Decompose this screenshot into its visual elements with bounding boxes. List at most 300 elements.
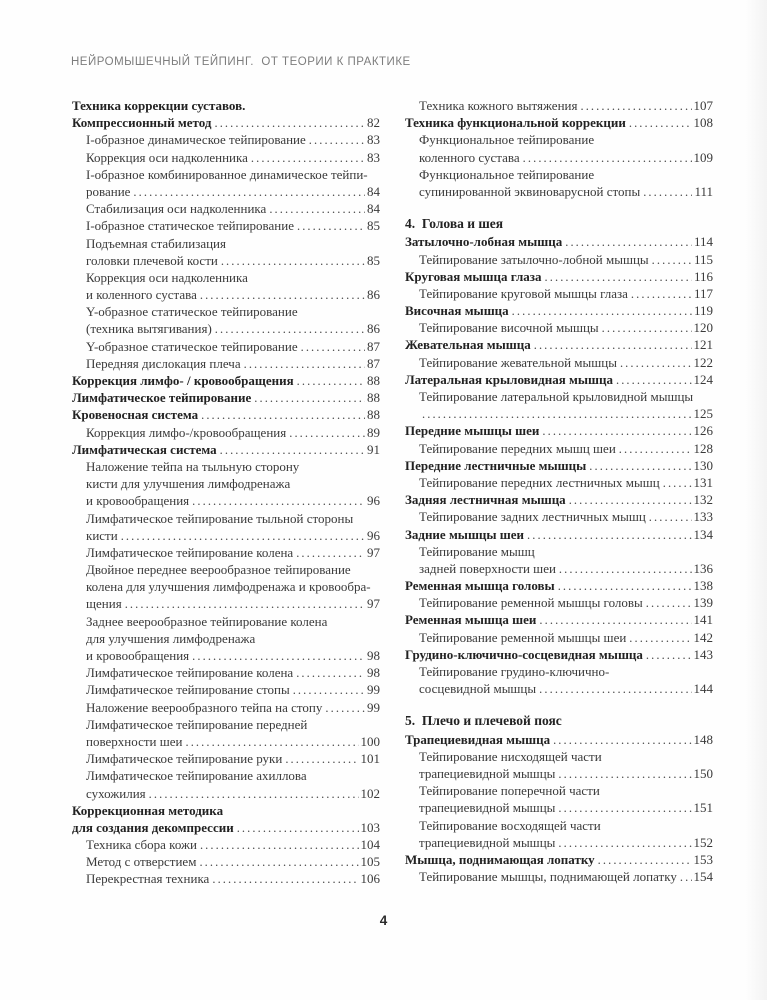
toc-page-number: 154 [693, 869, 713, 885]
dot-leader [553, 731, 691, 749]
toc-entry-title: поверхности шеи [86, 733, 183, 749]
toc-page-number: 148 [693, 731, 713, 747]
dot-leader [200, 836, 359, 854]
toc-entry-title: и кровообращения [86, 493, 190, 509]
dot-leader [646, 594, 692, 612]
toc-entry-title: Задние мышцы шеи [405, 526, 525, 542]
toc-entry [72, 235, 380, 269]
dot-leader [629, 629, 691, 647]
toc-entry [405, 474, 713, 491]
dot-leader [663, 474, 692, 492]
dot-leader [539, 611, 691, 629]
toc-entry-line [86, 836, 380, 853]
toc-entry-line: Двойное переднее веерообразное тейпирование [86, 562, 351, 578]
toc-entry [405, 319, 713, 336]
toc-entry-line [86, 785, 380, 802]
toc-page-number: 83 [367, 132, 380, 148]
toc-entry-line [419, 319, 713, 336]
toc-page-number: 89 [367, 424, 380, 440]
toc-entry-line: Функциональное тейпирование [419, 166, 595, 182]
toc-entry [405, 251, 713, 268]
toc-entry-title: Компрессионный метод [72, 115, 212, 131]
toc-entry [72, 510, 380, 544]
toc-entry-line [405, 336, 713, 353]
dot-leader [631, 285, 692, 303]
toc-entry-title: Лимфатическое тейпирование руки [86, 751, 283, 767]
toc-entry-line [86, 733, 380, 750]
toc-entry-title: Ременная мышца головы [405, 578, 555, 594]
toc-entry [72, 441, 380, 458]
toc-entry [72, 802, 380, 836]
dot-leader [237, 819, 359, 837]
toc-entry-line [86, 664, 380, 681]
toc-page-number: 133 [693, 509, 713, 525]
toc-page-number: 109 [693, 149, 713, 165]
toc-entry-title: Тейпирование жевательной мышцы [419, 354, 617, 370]
toc-entry-title: трапециевидной мышцы [419, 800, 556, 816]
toc-page-number: 87 [367, 355, 380, 371]
toc-page-number: 153 [693, 851, 713, 867]
running-head: НЕЙРОМЫШЕЧНЫЙ ТЕЙПИНГ. ОТ ТЕОРИИ К ПРАКТИКЕ [71, 56, 411, 68]
dot-leader [200, 286, 365, 304]
toc-page-number: 104 [360, 837, 380, 853]
dot-leader [293, 681, 365, 699]
toc-entry [72, 389, 380, 406]
toc-page-number: 82 [367, 115, 380, 131]
toc-entry-title: Затылочно-лобная мышца [405, 234, 563, 250]
dot-leader [221, 252, 365, 270]
toc-entry-line [86, 853, 380, 870]
toc-page-number: 119 [693, 303, 713, 319]
toc-page-number: 91 [367, 441, 380, 457]
dot-leader [598, 851, 692, 869]
toc-entry-line: Заднее веерообразное тейпирование колена [86, 613, 328, 629]
toc-entry [405, 336, 713, 353]
toc-page-number: 144 [693, 681, 713, 697]
toc-entry [72, 355, 380, 372]
toc-page-number: 152 [693, 834, 713, 850]
toc-entry-title: Коррекция лимфо- / кровообращения [72, 373, 294, 388]
toc-entry-line: Коррекционная методика [72, 802, 224, 818]
toc-entry-line [419, 680, 713, 697]
toc-entry-line: Y-образное статическое тейпирование [86, 304, 298, 320]
toc-page-number: 125 [693, 406, 713, 422]
toc-page-number: 83 [367, 149, 380, 165]
toc-entry-line: 4. Голова и шея [405, 216, 504, 232]
toc-entry-line [86, 424, 380, 441]
dot-leader [545, 268, 692, 286]
dot-leader [589, 457, 691, 475]
toc-entry [72, 338, 380, 355]
dot-leader [285, 750, 358, 768]
dot-leader [652, 251, 692, 269]
toc-entry-title: Тейпирование ременной мышцы шеи [419, 629, 627, 645]
toc-entry-line [405, 114, 713, 131]
toc-entry [405, 233, 713, 250]
toc-entry-title: Ременная мышца шеи [405, 612, 537, 628]
folio-page-number: 4 [379, 913, 388, 928]
dot-leader [558, 834, 691, 852]
toc-entry-title: Метод с отверстием [86, 854, 197, 870]
toc-entry-title: Тейпирование височной мышцы [419, 320, 599, 336]
toc-entry [72, 767, 380, 801]
toc-entry-title: коленного сустава [419, 149, 520, 165]
dot-leader [199, 853, 358, 871]
toc-entry-line [405, 457, 713, 474]
toc-page-number: 102 [360, 785, 380, 801]
toc-entry-title: Коррекция оси надколенника [86, 149, 248, 165]
toc-entry-line [86, 320, 380, 337]
toc-entry-title: задней поверхности шеи [419, 560, 556, 576]
toc-page-number: 107 [693, 98, 713, 113]
toc-page-number: 131 [693, 474, 713, 490]
toc-entry-line [86, 286, 380, 303]
toc-page-number: 143 [693, 646, 713, 662]
toc-entry [72, 97, 380, 131]
toc-entry-line [86, 492, 380, 509]
toc-entry-title: Кровеносная система [72, 407, 199, 423]
dot-leader [215, 320, 365, 338]
toc-entry-line: Подъемная стабилизация [86, 235, 226, 251]
toc-entry-line: Тейпирование грудино-ключично- [419, 664, 610, 679]
toc-entry-line [419, 868, 713, 885]
dot-leader [201, 406, 365, 424]
toc-entry [405, 629, 713, 646]
toc-entry-line [72, 389, 380, 406]
toc-page-number: 85 [367, 218, 380, 234]
toc-entry [405, 526, 713, 543]
toc-page-number: 108 [693, 115, 713, 131]
toc-entry [405, 354, 713, 371]
dot-leader [558, 577, 692, 595]
toc-entry-line [405, 233, 713, 250]
dot-leader [309, 131, 365, 149]
toc-entry-title: I-образное динамическое тейпирование [86, 132, 306, 148]
dot-leader [616, 371, 692, 389]
toc-entry-title: Техника сбора кожи [86, 837, 197, 853]
toc-page-number: 139 [693, 595, 713, 611]
toc-entry-title: и коленного сустава [86, 287, 197, 303]
toc-entry [72, 699, 380, 716]
toc-entry-line [405, 851, 713, 868]
toc-entry-title: Наложение веерообразного тейпа на стопу [86, 699, 323, 715]
toc-entry-line [405, 526, 713, 543]
dot-leader [220, 441, 365, 459]
toc-entry [72, 853, 380, 870]
toc-page-number: 115 [693, 251, 713, 267]
toc-entry-line [86, 544, 380, 561]
toc-page-number: 99 [367, 682, 380, 698]
toc-entry-title: Перекрестная техника [86, 871, 210, 887]
toc-entry-line [419, 440, 713, 457]
dot-leader [620, 354, 692, 372]
dot-leader [512, 302, 692, 320]
toc-entry-title: Лимфатическое тейпирование колена [86, 665, 294, 681]
toc-page-number: 122 [693, 354, 713, 370]
toc-entry [72, 561, 380, 613]
toc-entry-line: Лимфатическое тейпирование тыльной стороны [86, 510, 354, 526]
dot-leader [539, 680, 691, 698]
dot-leader [251, 149, 365, 167]
dot-leader [643, 183, 692, 201]
toc-entry [72, 681, 380, 698]
toc-entry-line: Тейпирование мышц [419, 543, 535, 559]
toc-entry-line [72, 406, 380, 423]
toc-column [405, 97, 713, 888]
toc-entry-title: Височная мышца [405, 303, 509, 319]
toc-entry-line [419, 251, 713, 268]
toc-page-number: 105 [360, 854, 380, 870]
toc-entry [405, 388, 713, 422]
toc-page-number: 116 [693, 268, 713, 284]
dot-leader [269, 200, 365, 218]
dot-leader [534, 336, 692, 354]
toc-entry-title: Лимфатическая система [72, 441, 217, 457]
toc-page-number: 117 [693, 285, 713, 301]
toc-entry-line [419, 765, 713, 782]
toc-page-number: 101 [360, 751, 380, 767]
toc-entry [405, 851, 713, 868]
toc-entry [72, 166, 380, 200]
toc-entry-line: I-образное комбинированное динамическое тейпи- [86, 166, 368, 182]
toc-page-number: 111 [694, 183, 713, 199]
toc-entry-title: рование [86, 183, 131, 199]
toc-entry-line [86, 870, 380, 887]
toc-entry [72, 750, 380, 767]
dot-leader [192, 647, 365, 665]
toc-entry-line: Тейпирование поперечной части [419, 783, 600, 799]
toc-entry-line [419, 629, 713, 646]
toc-page-number: 138 [693, 578, 713, 594]
toc-entry-line [419, 594, 713, 611]
toc-entry-line [86, 338, 380, 355]
toc-page-number: 128 [693, 440, 713, 456]
dot-leader [212, 870, 358, 888]
dot-leader [646, 646, 692, 664]
toc-entry-line: Тейпирование латеральной крыловидной мышцы [419, 389, 694, 404]
toc-page-number: 121 [693, 337, 713, 353]
dot-leader [125, 595, 365, 613]
dot-leader [325, 699, 365, 717]
toc-entry [405, 817, 713, 851]
toc-entry [72, 458, 380, 510]
toc-page-number: 87 [367, 338, 380, 354]
toc-page-number: 126 [693, 423, 713, 439]
toc-entry-line [86, 183, 380, 200]
toc-entry [405, 748, 713, 782]
toc-entry-title: Передние мышцы шеи [405, 423, 540, 439]
toc-entry-title: Латеральная крыловидная мышца [405, 371, 613, 387]
toc-entry-line [86, 200, 380, 217]
toc-page-number: 97 [367, 596, 380, 612]
toc-entry-title: сухожилия [86, 785, 146, 801]
table-of-contents [72, 97, 713, 888]
toc-entry-line: Тейпирование восходящей части [419, 817, 601, 833]
dot-leader [297, 372, 365, 390]
toc-page-number: 97 [367, 544, 380, 560]
dot-leader [559, 560, 692, 578]
toc-entry-line [419, 149, 713, 166]
toc-column [72, 97, 380, 888]
dot-leader [297, 217, 365, 235]
dot-leader [680, 868, 692, 886]
toc-page-number: 151 [693, 800, 713, 816]
toc-entry-title: Передняя дислокация плеча [86, 355, 241, 371]
toc-entry-title: Трапециевидная мышца [405, 731, 551, 747]
toc-entry-line [405, 611, 713, 628]
toc-entry [72, 836, 380, 853]
toc-entry-title: щения [86, 596, 122, 612]
toc-page-number: 134 [693, 526, 713, 542]
toc-entry-line [419, 799, 713, 816]
toc-entry [405, 543, 713, 577]
toc-entry [405, 285, 713, 302]
dot-leader [558, 765, 691, 783]
toc-entry-line: Лимфатическое тейпирование передней [86, 716, 308, 732]
toc-entry [405, 577, 713, 594]
toc-page-number: 141 [693, 612, 713, 628]
toc-entry-line: Наложение тейпа на тыльную сторону [86, 458, 300, 474]
toc-entry-line [405, 371, 713, 388]
dot-leader [629, 114, 692, 132]
toc-entry [72, 131, 380, 148]
toc-entry-line [86, 149, 380, 166]
toc-entry-title: Тейпирование передних лестничных мышц [419, 474, 660, 490]
toc-entry-line [86, 355, 380, 372]
toc-entry-line: кисти для улучшения лимфодренажа [86, 476, 291, 492]
dot-leader [602, 319, 692, 337]
dot-leader [422, 405, 692, 423]
toc-entry [72, 149, 380, 166]
toc-entry [405, 97, 713, 114]
toc-entry [405, 422, 713, 439]
toc-entry [72, 664, 380, 681]
toc-entry-line [86, 647, 380, 664]
toc-entry-line [86, 750, 380, 767]
toc-page-number: 84 [367, 183, 380, 199]
toc-entry-line: Тейпирование нисходящей части [419, 748, 602, 764]
toc-entry-line: Коррекция оси надколенника [86, 269, 248, 285]
toc-entry-title: супинированной эквиноварусной стопы [419, 183, 641, 199]
toc-entry-line [72, 819, 380, 836]
toc-entry-title: Техника функциональной коррекции [405, 115, 626, 131]
toc-entry-line [86, 131, 380, 148]
toc-entry-line [405, 491, 713, 508]
toc-entry-line: Лимфатическое тейпирование ахиллова [86, 768, 307, 784]
toc-entry [405, 371, 713, 388]
toc-entry-title: для создания декомпрессии [72, 819, 234, 835]
toc-entry-line [405, 646, 713, 663]
toc-entry [405, 491, 713, 508]
dot-leader [558, 799, 691, 817]
toc-page-number: 88 [367, 373, 380, 388]
toc-entry-line [86, 217, 380, 234]
toc-page-number: 86 [367, 287, 380, 303]
toc-page-number: 86 [367, 321, 380, 337]
dot-leader [244, 355, 365, 373]
toc-entry-line: для улучшения лимфодренажа [86, 630, 256, 646]
toc-entry-title: трапециевидной мышцы [419, 834, 556, 850]
toc-entry-line [86, 527, 380, 544]
dot-leader [565, 233, 692, 251]
toc-entry-title: Стабилизация оси надколенника [86, 201, 267, 217]
dot-leader [301, 338, 365, 356]
toc-entry-title: Задняя лестничная мышца [405, 492, 566, 508]
dot-leader [542, 422, 691, 440]
toc-entry-line [419, 405, 713, 422]
toc-entry [72, 716, 380, 750]
toc-entry-title: Тейпирование затылочно-лобной мышцы [419, 251, 649, 267]
toc-entry-title: Y-образное статическое тейпирование [86, 338, 298, 354]
dot-leader [527, 526, 691, 544]
toc-entry [405, 594, 713, 611]
toc-entry [405, 611, 713, 628]
toc-entry [72, 217, 380, 234]
toc-entry-title: Круговая мышца глаза [405, 268, 542, 284]
dot-leader [121, 527, 365, 545]
toc-entry-title: I-образное статическое тейпирование [86, 218, 294, 234]
toc-entry-title: Жевательная мышца [405, 337, 531, 353]
toc-entry-title: Лимфатическое тейпирование стопы [86, 682, 290, 698]
toc-entry-line [419, 508, 713, 525]
toc-entry-title: Лимфатическое тейпирование колена [86, 544, 294, 560]
toc-entry [72, 269, 380, 303]
toc-entry-line [86, 252, 380, 269]
toc-entry [405, 868, 713, 885]
toc-entry-line [419, 834, 713, 851]
toc-entry-line [405, 577, 713, 594]
toc-entry [72, 200, 380, 217]
toc-page-number: 114 [693, 234, 713, 250]
toc-entry-title: Грудино-ключично-сосцевидная мышца [405, 646, 643, 662]
toc-entry-title: Тейпирование ременной мышцы головы [419, 595, 643, 611]
dot-leader [569, 491, 692, 509]
dot-leader [185, 733, 358, 751]
toc-entry-line: Техника коррекции суставов. [72, 98, 246, 113]
toc-entry-title: сосцевидной мышцы [419, 681, 537, 697]
toc-entry [405, 457, 713, 474]
toc-entry-line [405, 422, 713, 439]
dot-leader [649, 508, 692, 526]
toc-page-number: 98 [367, 665, 380, 681]
toc-entry-line [86, 595, 380, 612]
dot-leader [214, 114, 365, 132]
toc-entry-title: Тейпирование передних мышц шеи [419, 440, 616, 456]
toc-entry-line [405, 302, 713, 319]
toc-entry-line: колена для улучшения лимфодренажа и кровообра- [86, 579, 371, 595]
toc-entry [72, 424, 380, 441]
toc-entry [405, 302, 713, 319]
toc-page-number: 96 [367, 493, 380, 509]
toc-page-number: 96 [367, 527, 380, 543]
dot-leader [254, 389, 365, 407]
toc-entry-line [419, 183, 713, 200]
toc-entry-line [419, 97, 713, 114]
toc-entry-title: Техника кожного вытяжения [419, 98, 578, 113]
toc-entry [405, 131, 713, 165]
toc-entry [405, 508, 713, 525]
dot-leader [133, 183, 365, 201]
toc-entry-line [405, 731, 713, 748]
toc-entry-line [72, 441, 380, 458]
toc-entry-title: Тейпирование мышцы, поднимающей лопатку [419, 869, 677, 885]
dot-leader [296, 664, 365, 682]
dot-leader [192, 492, 365, 510]
toc-entry [72, 544, 380, 561]
toc-entry-title: кисти [86, 527, 118, 543]
toc-page-number: 136 [693, 560, 713, 576]
toc-entry [72, 406, 380, 423]
